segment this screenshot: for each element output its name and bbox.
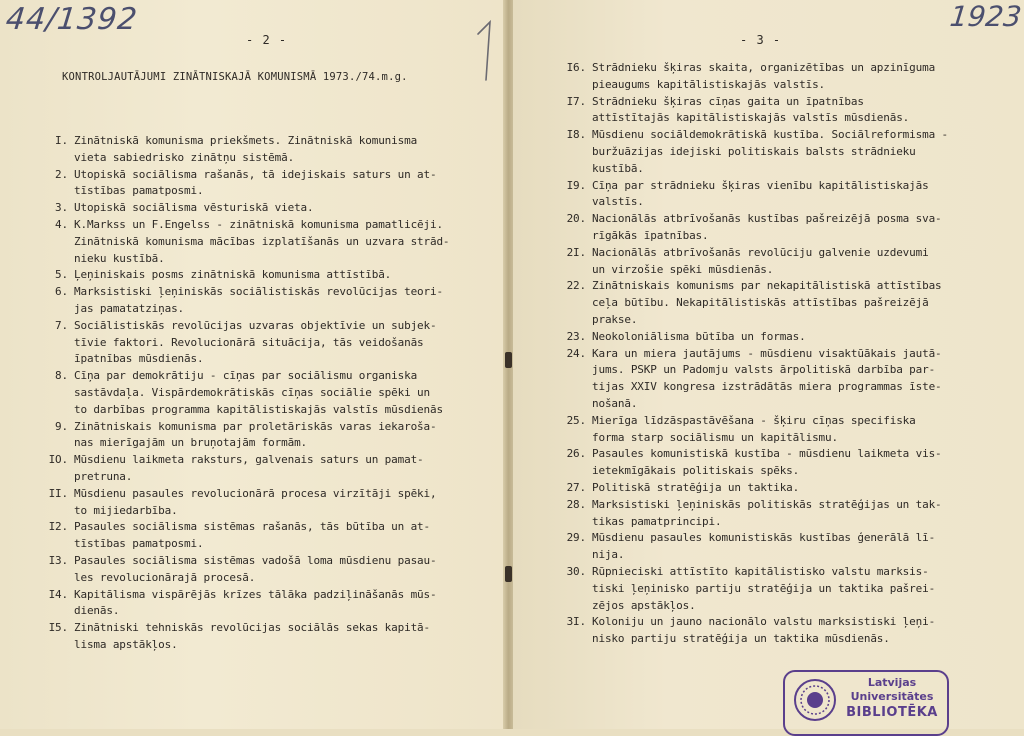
question-line (30, 486, 449, 503)
question-line (546, 413, 948, 430)
question-text: Strādnieku šķiras cīņas gaita un īpatnības (592, 94, 864, 108)
question-text: lisma apstākļos. (74, 637, 178, 651)
question-text: Zinātniski tehniskās revolūcijas sociālās sekas kapitā- (74, 621, 430, 635)
question-text: un virzošie spēki mūsdienās. (592, 262, 774, 276)
question-line (30, 335, 449, 352)
question-text: nošanā. (592, 396, 638, 410)
question-line (546, 581, 948, 598)
question-text: attīstītajās kapitālistiskajās valstīs mūsdienās. (592, 111, 910, 125)
question-line (30, 435, 449, 452)
question-number: 7. (55, 318, 68, 332)
question-number (546, 262, 592, 279)
question-number: 3. (55, 201, 68, 215)
question-text: Nacionālās atbrīvošanās kustības pašreizējā posma sva- (592, 212, 942, 226)
question-line (546, 396, 948, 413)
question-number (30, 301, 74, 318)
question-number: 30. (566, 564, 586, 578)
question-text: Zinātniskā komunisma mācības izplatīšanās un uzvara strād- (74, 234, 450, 248)
question-line (546, 463, 948, 480)
question-number: 2. (55, 167, 68, 181)
question-number: 22. (566, 279, 586, 293)
question-number (30, 469, 74, 486)
question-text: buržuāzijas idejiski politiskais balsts strādnieku (592, 144, 916, 158)
question-line (546, 312, 948, 329)
question-text: Kara un miera jautājums - mūsdienu visaktūākais jautā- (592, 346, 942, 360)
question-text: Mierīga līdzāspastāvēšana - šķiru cīņas specifiska (592, 413, 916, 427)
question-text: dienās. (74, 604, 120, 618)
question-line (546, 564, 948, 581)
page-number-right: - 3 - (740, 33, 782, 47)
question-text: les revolucionārajā procesā. (74, 570, 256, 584)
question-text: valstīs. (592, 195, 644, 209)
question-text: Sociālistiskās revolūcijas uzvaras objektīvie un subjek- (74, 318, 437, 332)
question-line (30, 301, 449, 318)
question-text: pretruna. (74, 469, 133, 483)
question-text: Mūsdienu pasaules komunistiskās kustības ģenerālā lī- (592, 531, 936, 545)
question-line (546, 161, 948, 178)
question-number (546, 430, 592, 447)
question-line (546, 194, 948, 211)
question-line (30, 603, 449, 620)
question-number: 29. (566, 531, 586, 545)
question-line (546, 60, 948, 77)
question-number: 25. (566, 413, 586, 427)
document-title: KONTROLJAUTĀJUMI ZINĀTNISKAJĀ KOMUNISMĀ 1973./74.m.g. (62, 71, 408, 83)
question-text: Rūpnieciski attīstīto kapitālistisko valstu marksis- (592, 564, 929, 578)
question-text: nas mierīgajām un bruņotajām formām. (74, 436, 308, 450)
question-number: I3. (48, 553, 68, 567)
question-text: ceļa būtību. Nekapitālistiskās attīstības pašreizējā (592, 296, 929, 310)
question-text: Kapitālisma vispārējās krīzes tālāka padziļināšanās mūs- (74, 587, 437, 601)
question-line (30, 570, 449, 587)
question-text: Mūsdienu pasaules revolucionārā procesa virzītāji spēki, (74, 486, 437, 500)
question-text: Ļeņiniskais posms zinātniskā komunisma attīstībā. (74, 268, 392, 282)
question-number (30, 637, 74, 654)
question-text: tijas XXIV kongresa izstrādātās miera programmas īste- (592, 380, 942, 394)
question-text: Pasaules sociālisma sistēmas vadošā loma mūsdienu pasau- (74, 553, 437, 567)
question-line (546, 110, 948, 127)
question-text: īpatnības mūsdienās. (74, 352, 204, 366)
question-number (546, 77, 592, 94)
question-line (30, 385, 449, 402)
question-text: forma starp sociālismu un kapitālismu. (592, 430, 838, 444)
question-number (30, 385, 74, 402)
page-number-left: - 2 - (246, 33, 288, 47)
question-number (30, 570, 74, 587)
question-number (30, 536, 74, 553)
question-text: K.Markss un F.Engelss - zinātniskā komunisma pamatlicēji. (74, 217, 443, 231)
staple (505, 352, 512, 368)
question-number (30, 183, 74, 200)
question-line (30, 452, 449, 469)
question-number: 26. (566, 447, 586, 461)
question-line (30, 368, 449, 385)
question-line (546, 144, 948, 161)
question-line (546, 379, 948, 396)
question-number (546, 161, 592, 178)
question-text: Neokoloniālisma būtība un formas. (592, 329, 806, 343)
question-text: kustībā. (592, 161, 644, 175)
question-line (546, 329, 948, 346)
question-text: Mūsdienu laikmeta raksturs, galvenais saturs un pamat- (74, 453, 424, 467)
question-text: jas pamatatziņas. (74, 301, 185, 315)
question-number (546, 514, 592, 531)
question-number: I6. (566, 61, 586, 74)
question-number: 9. (55, 419, 68, 433)
question-text: Koloniju un jauno nacionālo valstu marksistiski ļeņi- (592, 615, 936, 629)
question-text: zējos apstākļos. (592, 598, 696, 612)
question-number (546, 547, 592, 564)
question-number (546, 144, 592, 161)
question-number: I4. (48, 587, 68, 601)
question-text: tiski ļeņiniskо partiju stratēģija un taktika pašrei- (592, 581, 936, 595)
question-text: Zinātniskais komunisma par proletāriskās varas iekaroša- (74, 419, 437, 433)
question-line (30, 620, 449, 637)
question-line (546, 127, 948, 144)
question-line (30, 519, 449, 536)
question-line (546, 514, 948, 531)
question-line (30, 251, 449, 268)
question-line (546, 245, 948, 262)
question-text: Pasaules komunistiskā kustība - mūsdienu laikmeta vis- (592, 447, 942, 461)
question-line (546, 278, 948, 295)
question-number (546, 581, 592, 598)
question-line (30, 133, 449, 150)
question-line (30, 167, 449, 184)
question-line (30, 469, 449, 486)
question-line (30, 351, 449, 368)
question-line (30, 536, 449, 553)
question-number: 2I. (566, 245, 586, 259)
question-line (546, 362, 948, 379)
question-line (546, 497, 948, 514)
question-line (546, 346, 948, 363)
question-line (30, 284, 449, 301)
question-number (30, 234, 74, 251)
question-number: IO. (48, 453, 68, 467)
question-text: sastāvdaļa. Vispārdemokrātiskās cīņas sociālie spēki un (74, 385, 430, 399)
question-line (30, 637, 449, 654)
handwritten-reference-right: 1923 (948, 0, 1023, 33)
pencil-mark (472, 18, 502, 84)
question-text: jums. PSKP un Padomju valsts ārpolitiskā darbība par- (592, 363, 936, 377)
handwritten-reference-left: 44/1392 (4, 2, 140, 37)
question-text: tīstības pamatposmi. (74, 537, 204, 551)
question-number (546, 463, 592, 480)
question-line (546, 530, 948, 547)
question-number (546, 379, 592, 396)
question-number (30, 603, 74, 620)
question-text: Nacionālās atbrīvošanās revolūciju galvenie uzdevumi (592, 245, 929, 259)
question-number (30, 402, 74, 419)
question-line (546, 77, 948, 94)
question-list-left (30, 133, 449, 654)
left-page (0, 0, 505, 729)
question-text: nieku kustībā. (74, 251, 165, 265)
question-text: Utopiskā sociālisma rašanās, tā idejiskais saturs un at- (74, 167, 437, 181)
question-line (30, 267, 449, 284)
question-number: 28. (566, 497, 586, 511)
question-line (546, 614, 948, 631)
question-text: prakse. (592, 312, 638, 326)
question-line (30, 419, 449, 436)
question-line (546, 631, 948, 648)
question-number: 23. (566, 329, 586, 343)
question-line (546, 262, 948, 279)
question-text: tīvie faktori. Revolucionārā situācija, tās veidošanās (74, 335, 424, 349)
question-text: Pasaules sociālisma sistēmas rašanās, tās būtība un at- (74, 520, 430, 534)
question-text: Mūsdienu sociāldemokrātiskā kustība. Sociālreformisma - (592, 128, 948, 142)
question-number (546, 362, 592, 379)
question-number: II. (48, 486, 68, 500)
question-line (30, 150, 449, 167)
question-number (30, 150, 74, 167)
question-text: Zinātniskā komunisma priekšmets. Zinātniskā komunisma (74, 134, 418, 147)
question-text: Marksistiski ļeņiniskās politiskās stratēģijas un tak- (592, 497, 942, 511)
question-text: to mijiedarbība. (74, 503, 178, 517)
question-list-right (546, 60, 948, 648)
question-line (30, 553, 449, 570)
question-number: 8. (55, 369, 68, 383)
question-line (30, 217, 449, 234)
question-line (30, 402, 449, 419)
question-number (546, 194, 592, 211)
question-text: rīgākās īpatnības. (592, 228, 709, 242)
stamp-line-3: BIBLIOTĒKA (846, 705, 938, 720)
question-number: 4. (55, 217, 68, 231)
question-text: Marksistiski ļeņiniskās sociālistiskās revolūcijas teori- (74, 285, 443, 299)
question-number: I5. (48, 621, 68, 635)
question-text: nija. (592, 548, 625, 562)
question-number (30, 503, 74, 520)
question-text: tīstības pamatposmi. (74, 184, 204, 198)
question-number (546, 598, 592, 615)
question-line (546, 480, 948, 497)
question-number (546, 110, 592, 127)
question-number (546, 396, 592, 413)
question-number: 20. (566, 212, 586, 226)
question-line (546, 211, 948, 228)
question-text: Zinātniskais komunisms par nekapitālistiskā attīstības (592, 279, 942, 293)
question-number: I7. (566, 94, 586, 108)
question-number (546, 228, 592, 245)
question-text: Strādnieku šķiras skaita, organizētības un apzinīguma (592, 61, 936, 74)
question-number (546, 312, 592, 329)
question-line (30, 200, 449, 217)
question-number (546, 631, 592, 648)
question-text: Cīņa par demokrātiju - cīņas par sociālismu organiska (74, 369, 418, 383)
question-text: nisko partiju stratēģija un taktika mūsdienās. (592, 632, 890, 646)
question-line (30, 318, 449, 335)
question-line (546, 228, 948, 245)
question-number: 24. (566, 346, 586, 360)
question-line (546, 178, 948, 195)
question-text: vieta sabiedrisko zinātņu sistēmā. (74, 150, 295, 164)
question-line (546, 94, 948, 111)
question-number (30, 351, 74, 368)
question-text: Politiskā stratēģija un taktika. (592, 480, 800, 494)
question-line (30, 503, 449, 520)
question-text: pieaugums kapitālistiskajās valstīs. (592, 77, 826, 91)
question-number: 3I. (566, 615, 586, 629)
seal-emblem (793, 678, 837, 722)
question-line (30, 587, 449, 604)
question-number: I. (55, 134, 68, 147)
question-text: tikas pamatprincipi. (592, 514, 722, 528)
question-number: 5. (55, 268, 68, 282)
question-line (546, 446, 948, 463)
question-line (546, 547, 948, 564)
question-number (30, 435, 74, 452)
question-line (546, 598, 948, 615)
stamp-line-2: Universitātes (850, 690, 934, 703)
question-text: Utopiskā sociālisma vēsturiskā vieta. (74, 201, 314, 215)
question-number (30, 251, 74, 268)
library-stamp (783, 670, 949, 736)
question-line (546, 430, 948, 447)
question-number (546, 295, 592, 312)
question-text: Cīņa par strādnieku šķiras vienību kapitālistiskajās (592, 178, 929, 192)
question-number: I8. (566, 128, 586, 142)
question-line (30, 234, 449, 251)
question-number: 27. (566, 480, 586, 494)
stamp-line-1: Latvijas (867, 676, 917, 689)
question-number (30, 335, 74, 352)
question-line (30, 183, 449, 200)
question-number: I2. (48, 520, 68, 534)
question-text: to darbības programma kapitālistiskajās valstīs mūsdienās (74, 402, 443, 416)
question-text: ietekmīgākais politiskais spēks. (592, 464, 800, 478)
question-number: 6. (55, 285, 68, 299)
question-number: I9. (566, 178, 586, 192)
staple (505, 566, 512, 582)
question-line (546, 295, 948, 312)
